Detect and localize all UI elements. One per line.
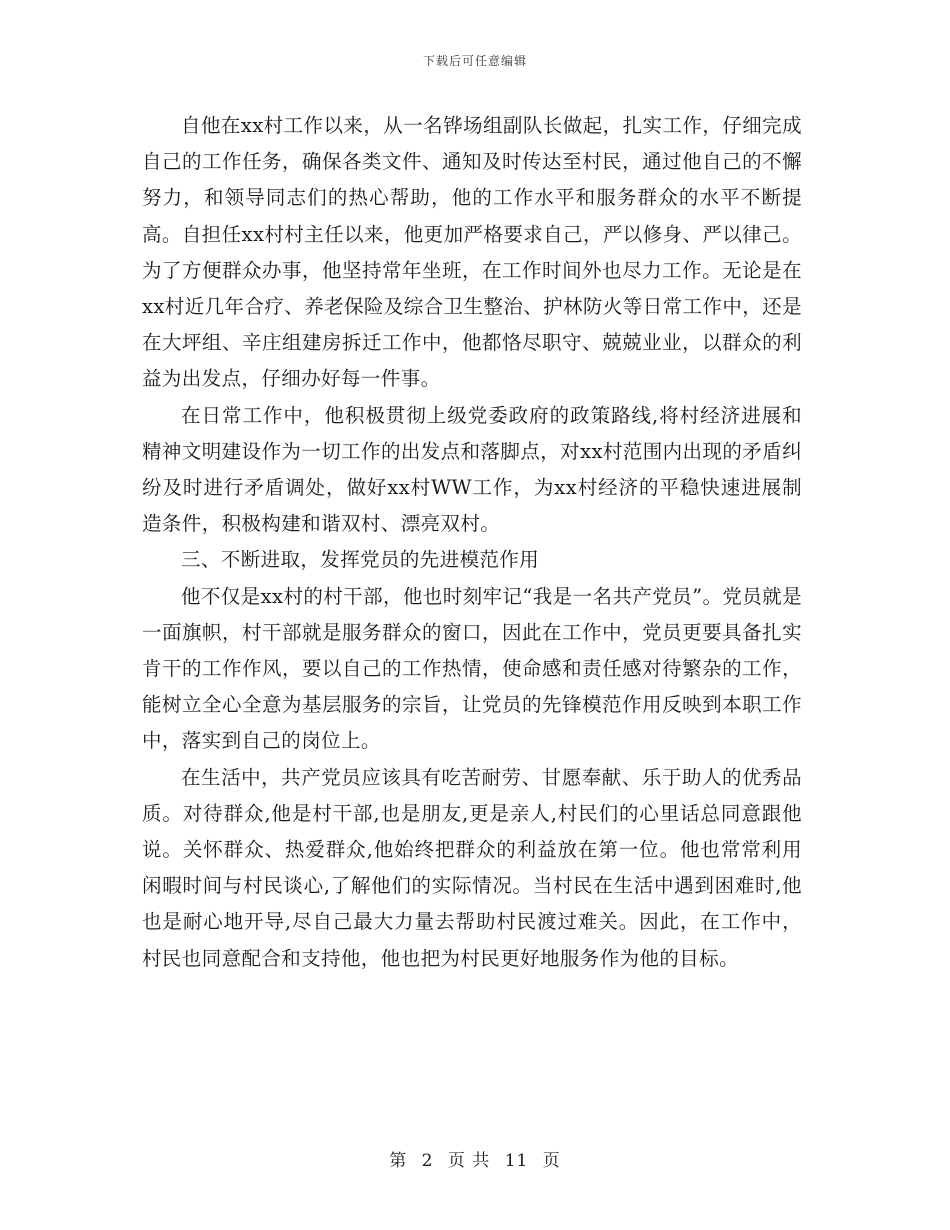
page-number-total: 11: [504, 1151, 529, 1171]
paragraph-3: 他不仅是xx村的村干部，他也时刻牢记“我是一名共产党员”。党员就是一面旗帜，村干部就是服务群众的窗口，因此在工作中，党员更要具备扎实肯干的工作作风，要以自己的工作热情，使命感和责任感对待繁杂的工作，能树立全心全意为基层服务的宗旨，让党员的先锋模范作用反映到本职工作中，落实到自己的岗位上。: [142, 584, 802, 753]
header-note: 下载后可任意编辑: [422, 54, 527, 68]
paragraph-2: 在日常工作中，他积极贯彻上级党委政府的政策路线,将村经济进展和精神文明建设作为一切工作的出发点和落脚点，对xx村范围内出现的矛盾纠纷及时进行矛盾调处，做好xx村WW工作，为xx村经济的平稳快速进展制造条件，积极构建和谐双村、漂亮双村。: [142, 403, 802, 536]
footer-suffix: 页: [542, 1151, 561, 1171]
footer-mid: 页 共: [447, 1151, 491, 1171]
document-body: [142, 108, 802, 977]
paragraph-4: 在生活中，共产党员应该具有吃苦耐劳、甘愿奉献、乐于助人的优秀品质。对待群众,他是村干部,也是朋友,更是亲人,村民们的心里话总同意跟他说。关怀群众、热爱群众,他始终把群众的利益放在第一位。他也常常利用闲暇时间与村民谈心,了解他们的实际情况。当村民在生活中遇到困难时,他也是耐心地开导,尽自己最大力量去帮助村民渡过难关。因此，在工作中，村民也同意配合和支持他，他也把为村民更好地服务作为他的目标。: [142, 765, 802, 970]
page-footer: [0, 1146, 950, 1171]
footer-prefix: 第: [389, 1151, 408, 1171]
paragraph-1: 自他在xx村工作以来，从一名铧场组副队长做起，扎实工作，仔细完成自己的工作任务，确保各类文件、通知及时传达至村民，通过他自己的不懈努力，和领导同志们的热心帮助，他的工作水平和服务群众的水平不断提高。自担任xx村村主任以来，他更加严格要求自己，严以修身、严以律己。为了方便群众办事，他坚持常年坐班，在工作时间外也尽力工作。无论是在xx村近几年合疗、养老保险及综合卫生整治、护林防火等日常工作中，还是在大坪组、辛庄组建房拆迁工作中，他都恪尽职守、兢兢业业，以群众的利益为出发点，仔细办好每一件事。: [142, 114, 802, 391]
page-number-current: 2: [421, 1151, 434, 1171]
section-heading: 三、不断进取，发挥党员的先进模范作用: [181, 548, 540, 572]
